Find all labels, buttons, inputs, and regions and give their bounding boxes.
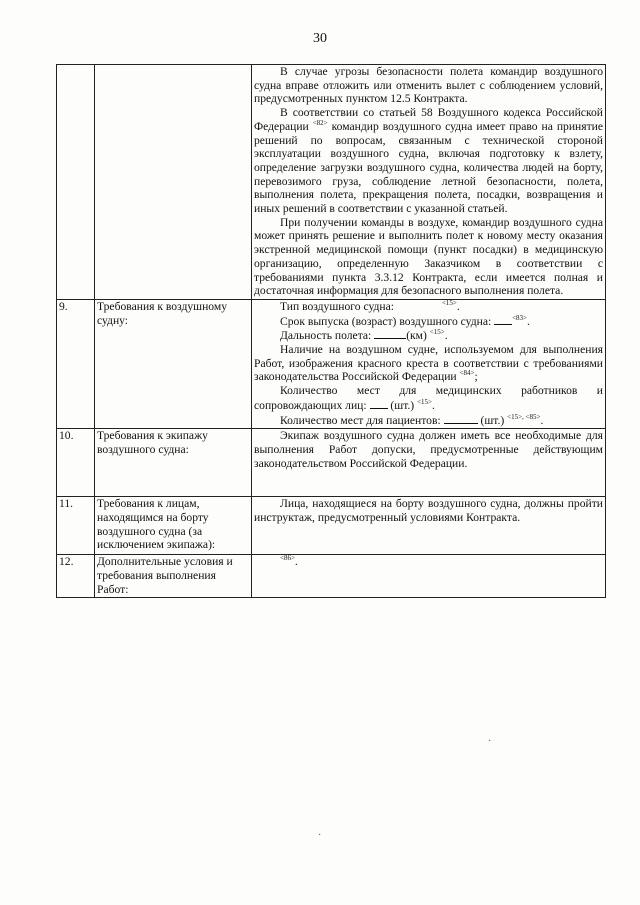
blank-field — [444, 413, 478, 424]
row-number: 11. — [57, 497, 95, 555]
scan-dot: · — [318, 830, 322, 841]
row-content — [252, 555, 606, 598]
crew-requirements-text: Экипаж воздушного судна должен иметь все необходимые для выполнения Работ допуски, предусмотренные действующим законодательством Российской Федерации. — [254, 429, 603, 470]
row-content — [252, 429, 606, 497]
onboard-persons-text: Лица, находящиеся на борту воздушного судна, должны пройти инструктаж, предусмотренный условиями Контракта. — [254, 497, 603, 524]
row-number: 12. — [57, 555, 95, 598]
row-number: 10. — [57, 429, 95, 497]
blank-field — [374, 328, 406, 339]
row-name: Требования к воздушному судну: — [95, 299, 252, 428]
row-number: 9. — [57, 299, 95, 428]
blank-field — [370, 398, 388, 409]
flight-range-line: Дальность полета: (км) $^{<15>}$. — [280, 328, 448, 343]
paragraph-flight-safety: В случае угрозы безопасности полета командир воздушного судна вправе отложить или отменить вылет с соблюдением условий, предусмотренных пунктом 12.5 Контракта. — [254, 65, 603, 106]
table-row — [57, 555, 606, 598]
aircraft-year-line: Срок выпуска (возраст) воздушного судна: $^{<83>}$. — [280, 313, 530, 328]
footnote-ref: <15> — [429, 328, 445, 337]
additional-terms-line: $^{<86>}$. — [280, 554, 298, 569]
scan-dot: · — [488, 736, 492, 747]
row-name: Требования к экипажу воздушного судна: — [95, 429, 252, 497]
footnote-ref: <15>, <85> — [507, 412, 541, 421]
row-name: Требования к лицам, находящимся на борту воздушного судна (за исключением экипажа): — [95, 497, 252, 555]
blank-field — [494, 314, 512, 325]
table-row — [57, 65, 606, 300]
patient-seats-line: Количество мест для пациентов: (шт.) $^{<15>, <85>}$. — [280, 412, 544, 427]
paragraph-in-air-command: При получении команды в воздухе, командир воздушного судна может принять решение и выполнить полет к новому месту оказания экстренной медицинской помощи (пункт посадки) в медицинскую организацию, определенную Заказчиком в соответствии с требованиями пункта 3.3.12 Контракта, если имеется полная и достаточная информация для безопасного выполнения полета. — [254, 215, 603, 298]
row-number — [57, 65, 95, 300]
row-content — [252, 65, 606, 300]
medical-seats-line: Количество мест для медицинских работников и сопровождающих лиц: (шт.) $^{<15>}$. — [254, 384, 603, 412]
table-row — [57, 497, 606, 555]
red-cross-line: Наличие на воздушном судне, используемом для выполнения Работ, изображения красного креста в соответствии с требованиями законодательства Российской Федерации $^{<84>}$; — [254, 343, 603, 384]
specification-table — [56, 64, 606, 598]
footnote-ref: <83> — [512, 313, 528, 322]
row-content — [252, 497, 606, 555]
page-number: 30 — [313, 31, 327, 46]
footnote-ref: <82> — [312, 118, 328, 127]
footnote-ref: <86> — [280, 554, 295, 563]
aircraft-type-line: Тип воздушного судна: $^{<15>}$. — [280, 299, 460, 313]
footnote-ref: <15> — [441, 299, 457, 308]
footnote-ref: <15> — [417, 398, 432, 407]
table-row — [57, 299, 606, 428]
footnote-ref: <84> — [459, 369, 475, 378]
row-name — [95, 65, 252, 300]
row-name: Дополнительные условия и требования выполнения Работ: — [95, 555, 252, 598]
table-row — [57, 429, 606, 497]
row-content — [252, 299, 606, 428]
paragraph-air-code: В соответствии со статьей 58 Воздушного кодекса Российской Федерации $^{<82>}$ командир воздушного судна имеет право на принятие решений по вопросам, связанным с технической стороной эксплуатации воздушного судна, включая подготовку к взлету, определение загрузки воздушного судна, количества людей на борту, перевозимого груза, соблюдение летной безопасности, полета, выполнения полета, прекращения полета, посадки, возвращения и иных решений в соответствии с указанной статьей. — [254, 106, 603, 216]
